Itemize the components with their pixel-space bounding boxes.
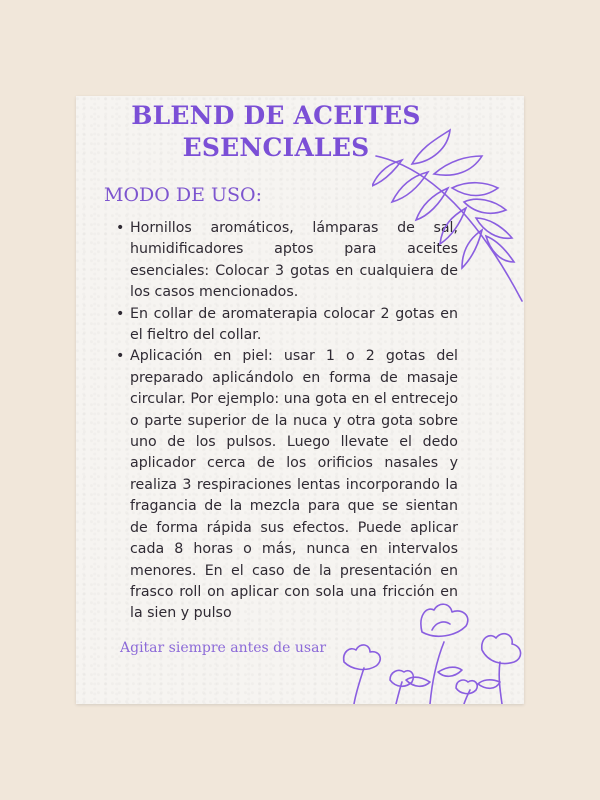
- usage-card: [76, 96, 524, 704]
- card-title: BLEND DE ACEITES ESENCIALES: [131, 101, 421, 162]
- list-item: • Aplicación en piel: usar 1 o 2 gotas del preparado aplicándolo en forma de masaje circular. Por ejemplo: una gota en el entrecejo o parte superior de la nuca y otra gota sobre uno de los pulsos. Luego llevate el dedo aplicador cerca de los orificios nasales y realiza 3 respiraciones lentas incorporando la fragancia de la mezcla para que se sientan de forma rápida sus efectos. Puede aplicar cada 8 horas o más, nunca en intervalos menores. En el caso de la presentación en frasco roll on aplicar con sola una fricción en la sien y pulso: [130, 346, 458, 624]
- shake-note: Agitar siempre antes de usar: [120, 640, 327, 656]
- flowers-icon: [326, 602, 524, 704]
- list-item: • Hornillos aromáticos, lámparas de sal, humidificadores aptos para aceites esenciales: Colocar 3 gotas en cualquiera de los casos mencionados.: [130, 218, 458, 304]
- leaf-branch-icon: [372, 126, 524, 306]
- list-item: • En collar de aromaterapia colocar 2 gotas en el fieltro del collar.: [130, 304, 458, 347]
- usage-heading: MODO DE USO:: [104, 184, 263, 206]
